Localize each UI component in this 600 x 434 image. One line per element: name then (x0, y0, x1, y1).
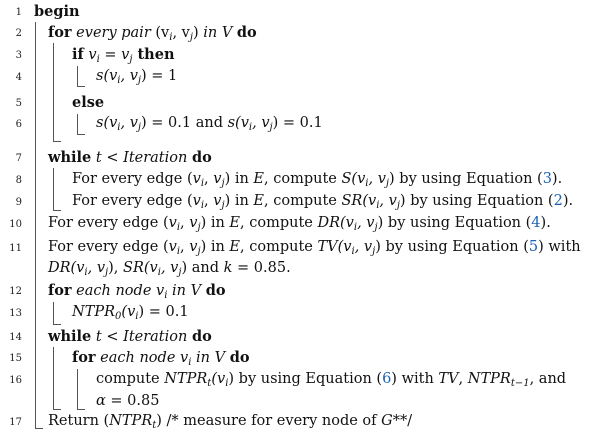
text-fragment: j (221, 200, 225, 211)
algorithm-line (48, 216, 551, 233)
text-fragment: i (248, 122, 253, 133)
line-number: 3 (15, 50, 22, 61)
text-fragment: ) = 0.1 (272, 115, 323, 131)
text-fragment: k (223, 260, 233, 276)
text-fragment: NTPR (72, 304, 116, 320)
text-fragment: G (381, 413, 393, 429)
while-block-rule (53, 168, 61, 211)
text-fragment: j (197, 222, 201, 233)
line-number: 17 (9, 417, 22, 428)
line-number: 2 (15, 28, 22, 39)
text-fragment: , compute (264, 193, 342, 209)
text-fragment: j (396, 200, 400, 211)
text-fragment: i (376, 200, 380, 211)
text-fragment: ). (562, 193, 574, 209)
text-fragment: i (176, 222, 181, 233)
text-fragment: while (48, 328, 92, 345)
text-fragment: 0 (115, 311, 122, 322)
algorithm-line (96, 69, 177, 86)
line-number: 12 (9, 286, 22, 297)
text-fragment: ), (108, 260, 124, 276)
text-fragment: , v (368, 171, 386, 187)
text-fragment: ) (377, 215, 384, 231)
text-fragment: i (135, 311, 139, 322)
text-fragment: Return ( (48, 413, 110, 429)
text-fragment: for (72, 349, 96, 366)
algorithm-line (48, 329, 212, 346)
text-fragment: t (152, 420, 157, 431)
text-fragment: and (187, 260, 224, 276)
text-fragment: do (229, 349, 250, 366)
text-fragment: do (191, 149, 212, 166)
algorithm-line (48, 283, 226, 301)
text-fragment: = 0.85. (232, 260, 291, 276)
text-fragment: ) in (224, 193, 254, 209)
text-fragment: NTPR (467, 371, 511, 387)
text-fragment: each node v (95, 350, 189, 366)
text-fragment: v (189, 215, 198, 231)
text-fragment: in V (198, 25, 237, 41)
text-fragment: ). (540, 215, 551, 231)
text-fragment: by using Equation ( (405, 193, 554, 209)
text-fragment: j (189, 32, 193, 43)
text-fragment: s(v (227, 115, 249, 131)
text-fragment: , (204, 193, 214, 209)
text-fragment: , v (120, 115, 138, 131)
text-fragment: ) /* measure for every node of (156, 413, 382, 429)
text-fragment: , (204, 171, 214, 187)
text-fragment: ) with (391, 371, 439, 387)
text-fragment: then (132, 46, 175, 63)
text-fragment: 4 (531, 215, 541, 231)
text-fragment: , v (252, 115, 270, 131)
text-fragment: , and (529, 371, 567, 387)
line-number: 14 (9, 332, 22, 343)
text-fragment: SR(v (123, 260, 158, 276)
text-fragment: 6 (382, 371, 392, 387)
text-fragment: 5 (528, 239, 539, 255)
text-fragment: t < Iteration (91, 329, 192, 345)
text-fragment: SR(v (341, 193, 377, 209)
text-fragment: compute (96, 371, 165, 387)
text-fragment: ) (181, 260, 188, 276)
text-fragment: v (192, 193, 201, 209)
text-fragment: ) = 0.1 and (141, 115, 228, 131)
text-fragment: v (168, 239, 177, 255)
text-fragment: v (192, 171, 201, 187)
text-fragment: ) with (538, 239, 581, 255)
text-fragment: i (157, 267, 161, 278)
else-block-rule (77, 114, 85, 135)
text-fragment: NTPR (109, 413, 153, 429)
line-number: 6 (15, 119, 22, 130)
text-fragment: = v (99, 47, 130, 63)
text-fragment: by using Equation ( (394, 171, 543, 187)
algorithm-line (96, 372, 566, 389)
algorithm-line (34, 4, 80, 21)
for2-block-rule (77, 369, 85, 410)
text-fragment: i (117, 75, 121, 86)
algorithm-line (48, 25, 257, 43)
text-fragment: , v (379, 193, 397, 209)
text-fragment: do (191, 328, 212, 345)
text-fragment: i (200, 200, 205, 211)
text-fragment: by using Equation ( (234, 371, 383, 387)
text-fragment: * (392, 413, 400, 429)
text-fragment: i (117, 122, 121, 133)
algorithm-line (72, 172, 562, 189)
line-number: 5 (15, 98, 22, 109)
text-fragment: t−1 (510, 378, 530, 389)
text-fragment: 3 (542, 171, 552, 187)
algorithm-line (48, 240, 581, 257)
line-number: 10 (9, 219, 22, 230)
text-fragment: j (385, 178, 390, 189)
text-fragment: (v (121, 304, 136, 320)
text-fragment: while (48, 149, 92, 166)
text-fragment: i (365, 178, 369, 189)
text-fragment: i (200, 178, 205, 189)
text-fragment: begin (34, 3, 80, 20)
line-number: 7 (15, 153, 22, 164)
text-fragment: i (84, 267, 88, 278)
line-number: 4 (15, 72, 22, 83)
text-fragment: in V (191, 350, 230, 366)
text-fragment: , v (354, 239, 373, 255)
algorithm-line (96, 394, 159, 410)
text-fragment: v (168, 215, 177, 231)
text-fragment: s(v (96, 115, 118, 131)
text-fragment: DR(v (317, 215, 354, 231)
text-fragment: j (372, 246, 376, 257)
algorithm-line (96, 116, 323, 133)
text-fragment: , v (120, 68, 138, 84)
text-fragment: for (48, 282, 72, 299)
text-fragment: = 0.85 (105, 393, 160, 409)
algorithm-line (48, 150, 212, 167)
line-number: 11 (9, 243, 22, 254)
text-fragment: ). (551, 171, 563, 187)
text-fragment: each node v (71, 283, 165, 299)
text-fragment: s(v (96, 68, 118, 84)
text-fragment: j (105, 267, 109, 278)
text-fragment: do (205, 282, 226, 299)
text-fragment: by using Equation ( (380, 239, 529, 255)
algorithm-line (72, 95, 104, 112)
text-fragment: j (137, 122, 142, 133)
text-fragment: ) = 1 (141, 68, 178, 84)
text-fragment: i (353, 222, 358, 233)
text-fragment: ) in (200, 239, 230, 255)
text-fragment: j (178, 267, 182, 278)
text-fragment: ) = 0.1 (138, 304, 189, 320)
text-fragment: E (253, 193, 265, 209)
text-fragment: S(v (341, 171, 366, 187)
text-fragment: (v (155, 25, 170, 41)
for-node-block-rule (53, 302, 61, 325)
while2-block-rule (53, 347, 61, 410)
text-fragment: , v (172, 25, 190, 41)
text-fragment: E (253, 171, 265, 187)
text-fragment: TV(v (317, 239, 352, 255)
text-fragment: DR(v (48, 260, 85, 276)
text-fragment: , compute (240, 239, 318, 255)
text-fragment: ) (375, 239, 381, 255)
text-fragment: every pair (71, 25, 156, 41)
line-number: 9 (15, 197, 22, 208)
text-fragment: else (72, 94, 105, 111)
text-fragment: For every edge ( (72, 171, 193, 187)
text-fragment: in V (167, 283, 206, 299)
text-fragment: , (458, 371, 468, 387)
text-fragment: , v (87, 260, 106, 276)
line-number: 13 (9, 308, 22, 319)
text-fragment: i (351, 246, 355, 257)
text-fragment: i (225, 378, 229, 389)
text-fragment: NTPR (164, 371, 208, 387)
text-fragment: j (197, 246, 201, 257)
text-fragment: if (72, 46, 84, 63)
text-fragment: for (48, 24, 72, 41)
text-fragment: ) (192, 25, 199, 41)
text-fragment: E (229, 215, 241, 231)
algorithm-line (48, 414, 412, 431)
text-fragment: t < Iteration (91, 150, 192, 166)
text-fragment: , (180, 239, 190, 255)
line-number: 16 (9, 375, 22, 386)
algorithm-line (72, 194, 573, 211)
text-fragment: For every edge ( (48, 215, 169, 231)
text-fragment: j (374, 222, 378, 233)
algorithm-line (72, 47, 175, 65)
line-number: 15 (9, 353, 22, 364)
text-fragment: */ (399, 413, 413, 429)
text-fragment: j (269, 122, 273, 133)
text-fragment: t (207, 378, 212, 389)
text-fragment: , v (160, 260, 179, 276)
text-fragment: j (221, 178, 225, 189)
text-fragment: v (83, 47, 97, 63)
text-fragment: , compute (240, 215, 318, 231)
text-fragment: , compute (264, 171, 342, 187)
text-fragment: , v (357, 215, 375, 231)
begin-block-rule (35, 22, 43, 429)
algorithm-line (72, 350, 250, 368)
text-fragment: v (189, 239, 198, 255)
text-fragment: j (137, 75, 142, 86)
algorithm-line (48, 261, 291, 278)
text-fragment: 2 (553, 193, 563, 209)
text-fragment: (v (211, 371, 226, 387)
text-fragment: ) (389, 171, 395, 187)
text-fragment: TV (438, 371, 459, 387)
text-fragment: v (213, 193, 222, 209)
text-fragment: i (164, 290, 168, 301)
algorithm-line (72, 305, 189, 322)
text-fragment: by using Equation ( (383, 215, 532, 231)
text-fragment: do (236, 24, 257, 41)
text-fragment: , (180, 215, 190, 231)
for-block-rule (53, 43, 61, 142)
text-fragment: α (96, 393, 106, 409)
text-fragment: For every edge ( (72, 193, 193, 209)
line-number: 8 (15, 175, 22, 186)
text-fragment: For every edge ( (48, 239, 169, 255)
text-fragment: i (169, 32, 173, 43)
text-fragment: i (176, 246, 181, 257)
text-fragment: i (188, 357, 192, 368)
text-fragment: ) in (224, 171, 254, 187)
text-fragment: i (96, 54, 100, 65)
line-number: 1 (15, 7, 22, 18)
text-fragment: j (129, 54, 133, 65)
text-fragment: ) (399, 193, 406, 209)
text-fragment: E (229, 239, 241, 255)
text-fragment: v (213, 171, 222, 187)
text-fragment: ) (228, 371, 235, 387)
text-fragment: ) in (200, 215, 230, 231)
if-block-rule (77, 66, 85, 87)
